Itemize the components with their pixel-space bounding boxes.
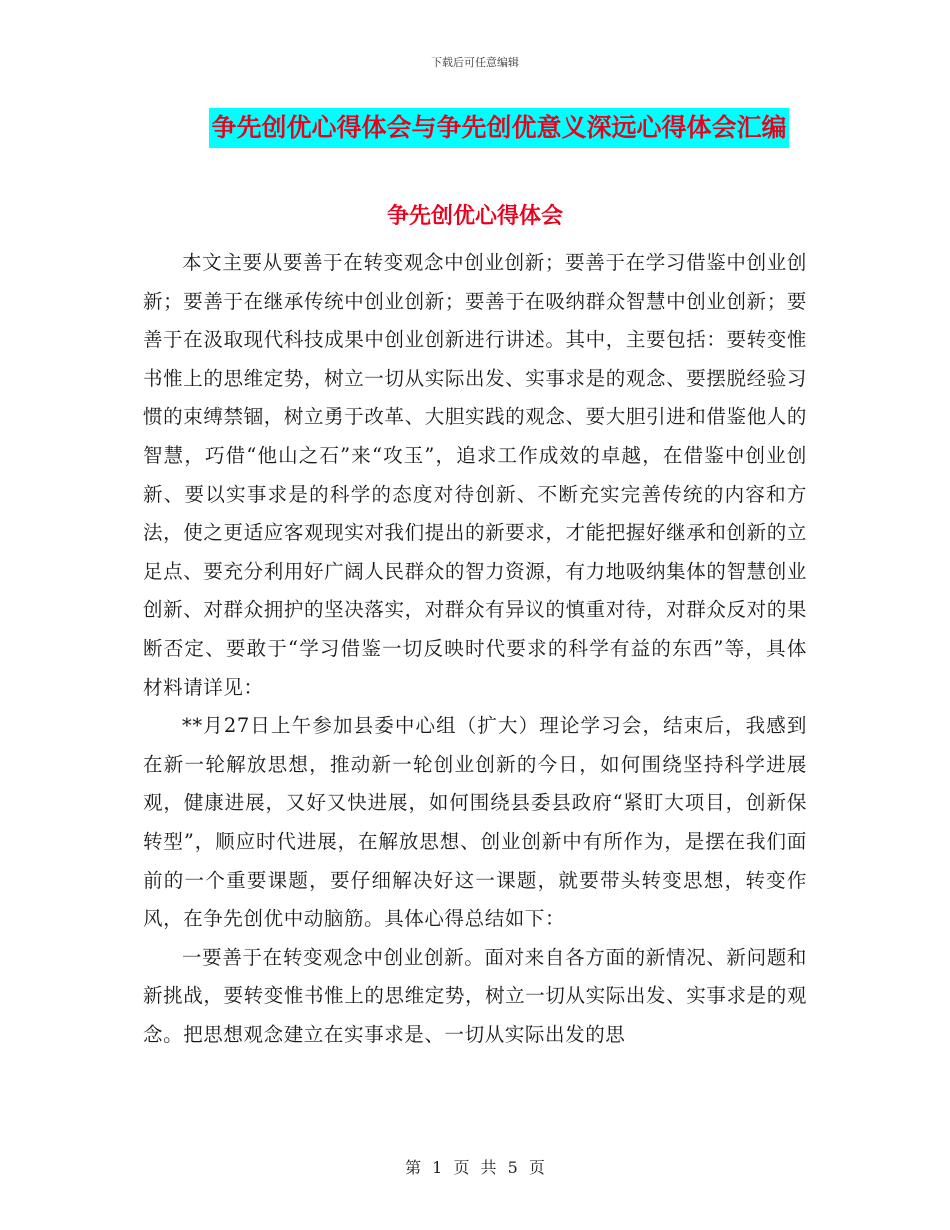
page-footer: 第 1 页 共 5 页: [405, 1158, 545, 1177]
page-header-note: 下载后可任意编辑: [431, 56, 519, 69]
document-title: 争先创优心得体会与争先创优意义深远心得体会汇编: [209, 108, 788, 148]
document-body: [143, 244, 807, 1054]
section-title: 争先创优心得体会: [386, 204, 563, 229]
paragraph-point-one: 一要善于在转变观念中创业创新。面对来自各方面的新情况、新问题和新挑战，要转变惟书惟上的思维定势，树立一切从实际出发、实事求是的观念。把思想观念建立在实事求是、一切从实际出发的思: [143, 945, 807, 1046]
paragraph-summary: 本文主要从要善于在转变观念中创业创新；要善于在学习借鉴中创业创新；要善于在继承传统中创业创新；要善于在吸纳群众智慧中创业创新；要善于在汲取现代科技成果中创业创新进行讲述。其中，主要包括：要转变惟书惟上的思维定势，树立一切从实际出发、实事求是的观念、要摆脱经验习惯的束缚禁锢，树立勇于改革、大胆实践的观念、要大胆引进和借鉴他人的智慧，巧借“他山之石”来“攻玉”，追求工作成效的卓越，在借鉴中创业创新、要以实事求是的科学的态度对待创新、不断充实完善传统的内容和方法，使之更适应客观现实对我们提出的新要求，才能把握好继承和创新的立足点、要充分利用好广阔人民群众的智力资源，有力地吸纳集体的智慧创业创新、对群众拥护的坚决落实，对群众有异议的慎重对待，对群众反对的果断否定、要敢于“学习借鉴一切反映时代要求的科学有益的东西”等，具体材料请详见：: [143, 251, 807, 699]
document-title-wrapper: [0, 108, 950, 148]
paragraph-intro: **月27日上午参加县委中心组（扩大）理论学习会，结束后，我感到在新一轮解放思想，推动新一轮创业创新的今日，如何围绕坚持科学进展观，健康进展，又好又快进展，如何围绕县委县政府“紧盯大项目，创新保转型”，顺应时代进展，在解放思想、创业创新中有所作为，是摆在我们面前的一个重要课题，要仔细解决好这一课题，就要带头转变思想，转变作风，在争先创优中动脑筋。具体心得总结如下：: [143, 714, 807, 931]
